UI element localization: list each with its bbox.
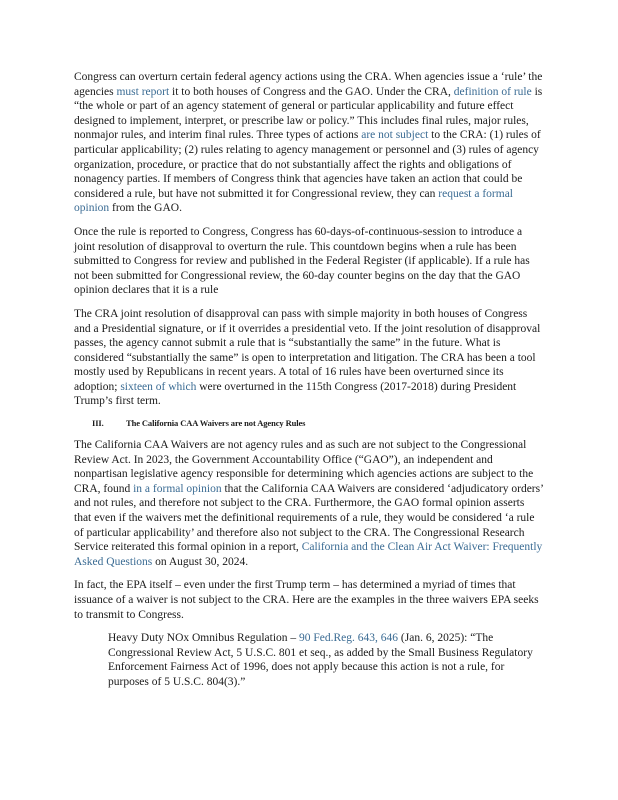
- paragraph-cra-overview: Congress can overturn certain federal agency actions using the CRA. When agencies issue a ‘rule’ the agencies must report it to both houses of Congress and the GAO. Under the CRA, definition of rule is “the whole or part of an agency statement of general or particular applicability and future effect designed to implement, interpret, or prescribe law or policy.” This includes final rules, major rules, nonmajor rules, and interim final rules. Three types of actions are not subject to the CRA: (1) rules of particular applicability; (2) rules relating to agency management or personnel and (3) rules of agency organization, procedure, or practice that do not substantially affect the rights and obligations of nonagency parties. If members of Congress think that agencies have taken an action that could be considered a rule, but have not submitted it for Congressional review, they can request a formal opinion from the GAO.: [74, 71, 543, 215]
- link-crs-report[interactable]: California and the Clean Air Act Waiver: Frequently Asked Questions: [74, 541, 543, 568]
- section-number: III.: [92, 418, 104, 429]
- section-title: The California CAA Waivers are not Agency Rules: [126, 418, 306, 429]
- link-definition-of-rule[interactable]: definition of rule: [453, 85, 532, 98]
- section-heading: [92, 418, 544, 428]
- link-are-not-subject[interactable]: are not subject: [361, 129, 429, 142]
- link-sixteen-of-which[interactable]: sixteen of which: [120, 380, 197, 393]
- link-must-report[interactable]: must report: [116, 85, 170, 98]
- paragraph-epa-determination: In fact, the EPA itself – even under the first Trump term – has determined a myriad of times that issuance of a waiver is not subject to the CRA. Here are the examples in the three waivers EPA seeks to transmit to Congress.: [74, 579, 539, 621]
- link-formal-opinion[interactable]: in a formal opinion: [133, 482, 222, 495]
- paragraph-joint-resolution: The CRA joint resolution of disapproval can pass with simple majority in both houses of Congress and a Presidential signature, or if it overrides a presidential veto. If the joint resolution of disapproval passes, the agency cannot submit a rule that is “substantially the same” in the future. What is considered “substantially the same” is open to interpretation and litigation. The CRA has been a tool mostly used by Republicans in recent years. A total of 16 rules have been overturned since its adoption; sixteen of which were overturned in the 115th Congress (2017-2018) during President Trump’s first term.: [74, 307, 541, 408]
- link-federal-register[interactable]: 90 Fed.Reg. 643, 646: [299, 632, 399, 645]
- list-item: Heavy Duty NOx Omnibus Regulation – 90 Fed.Reg. 643, 646 (Jan. 6, 2025): “The Congressional Review Act, 5 U.S.C. 801 et seq., as added by the Small Business Regulatory Enforcement Fairness Act of 1996, does not apply because this action is not a rule, for purposes of 5 U.S.C. 804(3).”: [108, 632, 533, 688]
- paragraph-caa-waivers: The California CAA Waivers are not agency rules and as such are not subject to the Congressional Review Act. In 2023, the Government Accountability Office (“GAO”), an independent and nonpartisan legislative agency responsible for determining which agencies actions are subject to the CRA, found in a formal opinion that the California CAA Waivers are considered ‘adjudicatory orders’ and not rules, and therefore not subject to the CRA. Furthermore, the GAO formal opinion asserts that even if the waivers met the definitional requirements of a rule, they would be considered ‘a rule of particular applicability’ and therefore also not subject to the CRA. The Congressional Research Service reiterated this formal opinion in a report, California and the Clean Air Act Waiver: Frequently Asked Questions on August 30, 2024.: [74, 439, 544, 568]
- paragraph-reporting-timeline: Once the rule is reported to Congress, Congress has 60-days-of-continuous-session to introduce a joint resolution of disapproval to overturn the rule. This countdown begins when a rule has been submitted to Congress for review and published in the Federal Register (if applicable). If a rule has not been submitted for Congressional review, the 60-day counter begins on the day that the GAO opinion declares that it is a rule: [74, 225, 530, 297]
- document-body: [74, 70, 544, 699]
- link-request-formal-opinion[interactable]: request a formal opinion: [74, 187, 513, 215]
